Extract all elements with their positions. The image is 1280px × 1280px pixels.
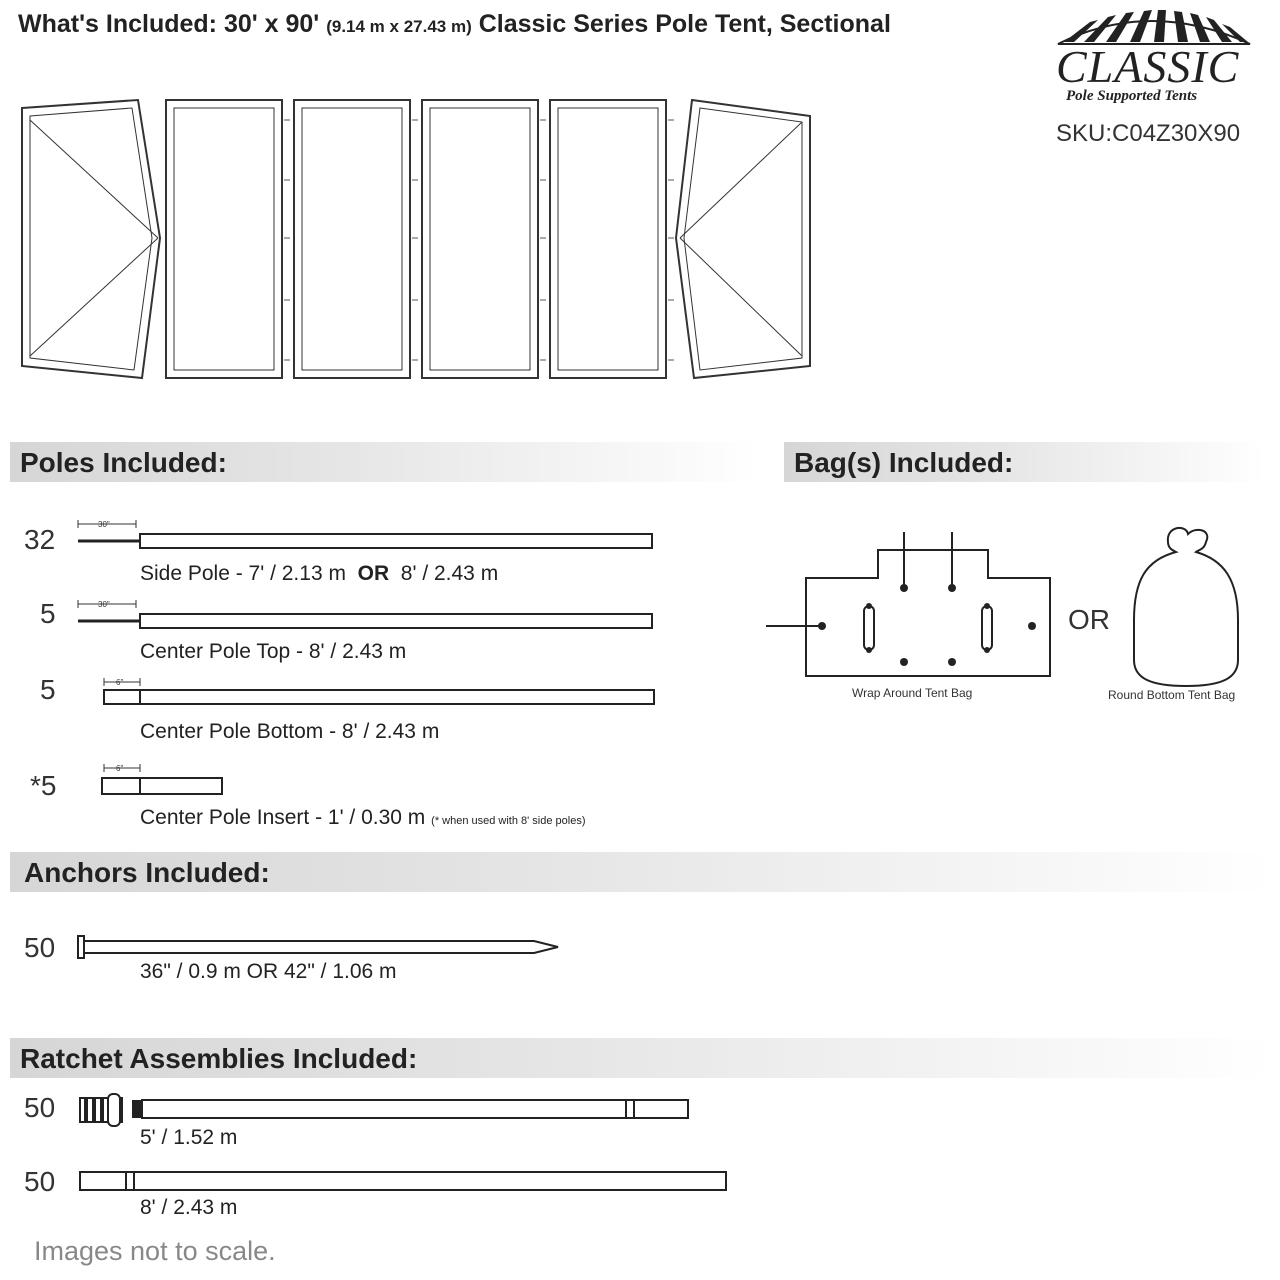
center-pole-top-dim: 30" bbox=[98, 600, 110, 609]
ratchet-5ft-drawing bbox=[74, 1090, 714, 1130]
logo-tagline: Pole Supported Tents bbox=[1066, 88, 1198, 104]
title-suffix: Classic Series Pole Tent, Sectional bbox=[478, 10, 891, 38]
ratchet-8ft-drawing bbox=[74, 1168, 734, 1198]
center-pole-insert-dim: 6" bbox=[116, 764, 124, 773]
center-pole-bottom-dim: 6" bbox=[116, 678, 124, 687]
section-header-anchors: Anchors Included: bbox=[10, 852, 1270, 892]
round-bottom-bag-caption: Round Bottom Tent Bag bbox=[1108, 688, 1236, 702]
round-bottom-tent-bag-drawing bbox=[1126, 520, 1246, 690]
anchor-qty: 50 bbox=[24, 932, 56, 963]
center-pole-bottom-drawing bbox=[96, 674, 696, 704]
tent-middle-section-2 bbox=[294, 100, 410, 378]
wrap-around-bag-caption: Wrap Around Tent Bag bbox=[852, 686, 973, 700]
tent-end-section-left bbox=[22, 100, 160, 378]
section-header-poles: Poles Included: bbox=[10, 442, 760, 482]
bags-or-label: OR bbox=[1068, 604, 1110, 635]
anchor-stake-drawing bbox=[72, 932, 572, 962]
section-header-ratchets: Ratchet Assemblies Included: bbox=[10, 1038, 1270, 1078]
ratchet-8ft-qty: 50 bbox=[24, 1166, 56, 1197]
ratchet-5ft-label: 5' / 1.52 m bbox=[140, 1126, 238, 1149]
logo-wordmark: CLASSIC bbox=[1056, 41, 1240, 92]
center-pole-top-drawing bbox=[70, 596, 670, 626]
not-to-scale-note: Images not to scale. bbox=[34, 1236, 276, 1266]
ratchet-8ft-label: 8' / 2.43 m bbox=[140, 1196, 238, 1219]
wrap-around-tent-bag-drawing bbox=[766, 530, 1066, 680]
title-metric: (9.14 m x 27.43 m) bbox=[326, 17, 472, 36]
tent-middle-section-1 bbox=[166, 100, 282, 378]
page-title bbox=[18, 10, 891, 39]
side-pole-dim: 30" bbox=[98, 520, 110, 529]
side-pole-drawing bbox=[70, 516, 670, 546]
ratchet-5ft-qty: 50 bbox=[24, 1092, 56, 1123]
center-pole-top-label: Center Pole Top - 8' / 2.43 m bbox=[140, 640, 407, 663]
classic-logo bbox=[1050, 4, 1260, 114]
center-pole-insert-qty: *5 bbox=[30, 770, 57, 801]
tent-middle-section-3 bbox=[422, 100, 538, 378]
title-main: What's Included: 30' x 90' bbox=[18, 10, 320, 38]
center-pole-bottom-qty: 5 bbox=[40, 674, 56, 705]
sku-label: SKU:C04Z30X90 bbox=[1056, 120, 1241, 147]
side-pole-qty: 32 bbox=[24, 524, 56, 555]
anchor-label: 36" / 0.9 m OR 42" / 1.06 m bbox=[140, 960, 397, 983]
tent-sections-diagram bbox=[0, 90, 820, 390]
center-pole-top-qty: 5 bbox=[40, 598, 56, 629]
side-pole-label: Side Pole - 7' / 2.13 m OR 8' / 2.43 m bbox=[140, 562, 499, 585]
tent-middle-section-4 bbox=[550, 100, 666, 378]
center-pole-insert-label: Center Pole Insert - 1' / 0.30 m (* when used with 8' side poles) bbox=[140, 806, 586, 829]
center-pole-insert-drawing bbox=[96, 760, 296, 800]
section-header-bags: Bag(s) Included: bbox=[784, 442, 1264, 482]
tent-end-section-right bbox=[676, 100, 810, 378]
center-pole-bottom-label: Center Pole Bottom - 8' / 2.43 m bbox=[140, 720, 440, 743]
